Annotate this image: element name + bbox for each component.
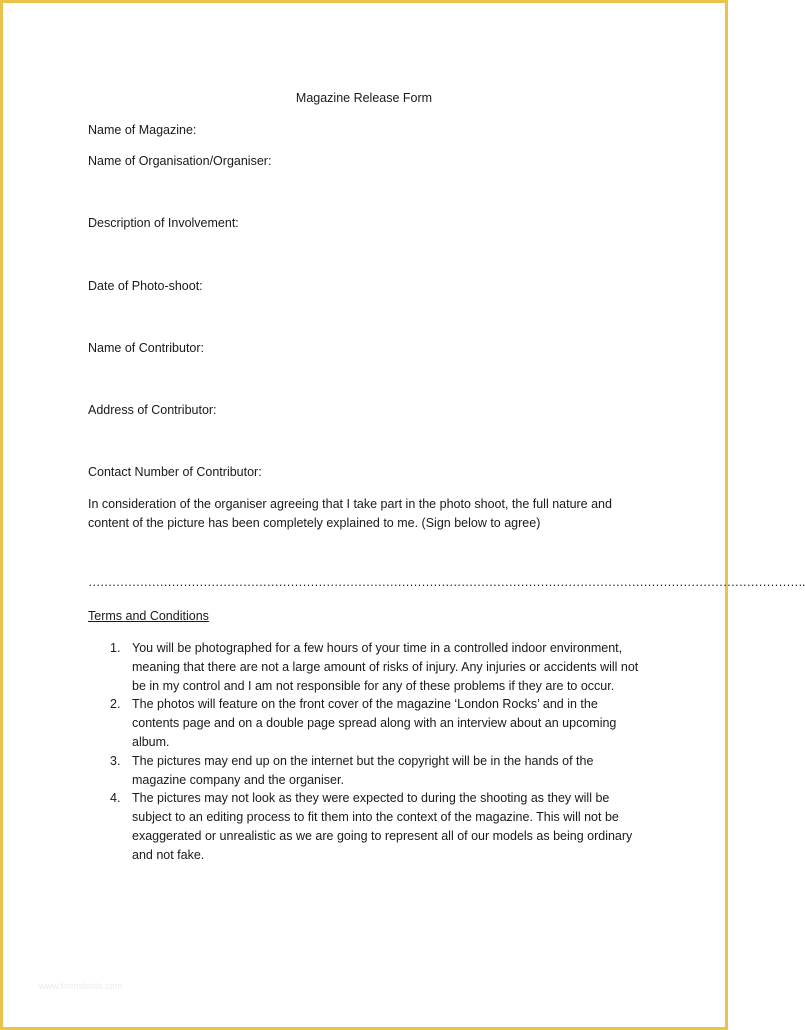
signature-line: ……………………………………………………………………………………………………………………………………………………………….: [88, 575, 805, 589]
terms-heading: Terms and Conditions: [88, 609, 209, 623]
field-address-of-contributor: Address of Contributor:: [88, 403, 217, 417]
terms-item-text: You will be photographed for a few hours of your time in a controlled indoor environment, meaning that there are not a large amount of risks of injury. Any injuries or accidents will not be in my control and I am not responsible for any of these problems if they are to occur.: [132, 641, 639, 693]
form-title: Magazine Release Form: [295, 91, 433, 105]
terms-item-number: 2.: [110, 697, 121, 712]
field-name-of-magazine: Name of Magazine:: [88, 123, 197, 137]
terms-item: [88, 789, 648, 864]
terms-item-number: 4.: [110, 791, 121, 806]
terms-item: [88, 639, 648, 695]
terms-item-number: 1.: [110, 641, 121, 655]
terms-item-number: 3.: [110, 753, 121, 768]
field-name-of-contributor: Name of Contributor:: [88, 341, 205, 355]
terms-list: [88, 639, 648, 865]
watermark: www.formsbirds.com: [39, 981, 123, 991]
terms-item: [88, 752, 648, 790]
field-date-of-photo-shoot: Date of Photo-shoot:: [88, 279, 203, 293]
field-contact-number: Contact Number of Contributor:: [88, 465, 262, 479]
terms-item-text: The pictures may end up on the internet but the copyright will be in the hands of the magazine company and the organiser.: [132, 753, 594, 787]
consent-statement: In consideration of the organiser agreeing that I take part in the photo shoot, the full nature and content of the picture has been completely explained to me. (Sign below to agree): [88, 497, 612, 530]
terms-item-text: The photos will feature on the front cover of the magazine ‘London Rocks’ and in the contents page and on a double page spread along with an interview about an upcoming album.: [132, 697, 617, 749]
field-description-of-involvement: Description of Involvement:: [88, 216, 239, 230]
field-name-of-organisation: Name of Organisation/Organiser:: [88, 154, 272, 168]
terms-item-text: The pictures may not look as they were expected to during the shooting as they will be subject to an editing process to fit them into the context of the magazine. This will not be exaggerated or unrealistic as we are going to represent all of our models as being ordinary and not fake.: [132, 791, 633, 862]
terms-item: [88, 695, 648, 751]
